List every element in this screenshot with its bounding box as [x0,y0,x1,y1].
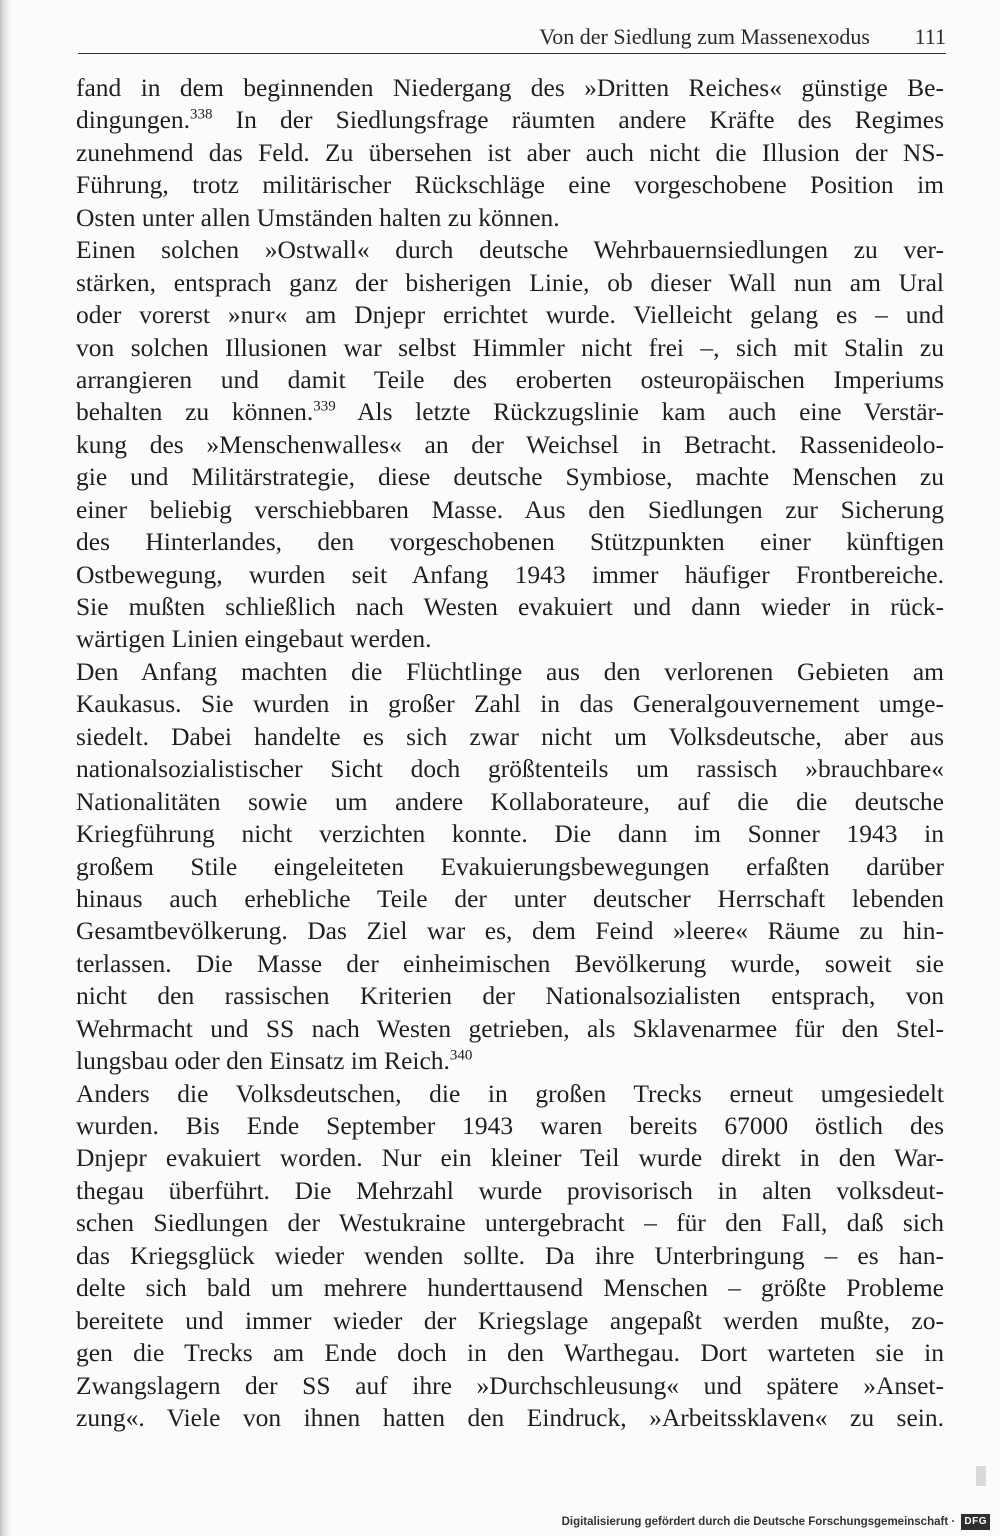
text-line [76,1078,944,1110]
text-line [76,623,944,655]
line-text: Gesamtbevölkerung. Das Ziel war es, dem Feind »leere« Räume zu hin- [76,916,944,946]
text-line [76,1305,944,1337]
line-text: wärtigen Linien eingebaut werden. [76,624,432,654]
text-line [76,1013,944,1045]
line-text: schen Siedlungen der Westukraine untergebracht – für den Fall, daß sich [76,1208,944,1238]
text-line [76,1272,944,1304]
text-line [76,948,944,980]
line-text: gen die Trecks am Ende doch in den Warthegau. Dort warteten sie in [76,1338,944,1368]
text-line [76,688,944,720]
footer-credit: Digitalisierung gefördert durch die Deutsche Forschungsgemeinschaft · [561,1516,956,1528]
text-line [76,202,944,234]
text-line [76,299,944,331]
line-text: nationalsozialistischer Sicht doch größtenteils um rassisch »brauchbare« [76,754,944,784]
header-rule [78,53,946,54]
text-line [76,1045,944,1077]
text-line [76,72,944,104]
line-text: thegau überführt. Die Mehrzahl wurde provisorisch in alten volksdeut- [76,1175,944,1205]
text-line [76,721,944,753]
text-line [76,267,944,299]
text-line [76,169,944,201]
line-text: wurden. Bis Ende September 1943 waren bereits 67000 östlich des [76,1111,944,1140]
text-line [76,1337,944,1369]
line-text: Den Anfang machten die Flüchtlinge aus den verlorenen Gebieten am [76,656,944,686]
scan-margin-mark [976,1466,986,1486]
text-line [76,851,944,883]
line-text: Nationalitäten sowie um andere Kollaborateure, auf die die deutsche [76,786,944,816]
text-line [76,234,944,266]
line-text: Anders die Volksdeutschen, die in großen Trecks erneut umgesiedelt [76,1078,944,1108]
line-text: Einen solchen »Ostwall« durch deutsche Wehrbauernsiedlungen zu ver- [76,235,944,265]
line-text: gie und Militärstrategie, diese deutsche Symbiose, machte Menschen zu [76,462,944,492]
line-text: das Kriegsglück wieder wenden sollte. Da ihre Unterbringung – es han- [76,1240,944,1270]
text-line [76,332,944,364]
text-line [76,429,944,461]
text-line [76,1175,944,1207]
footnote-marker: 338 [190,106,213,123]
text-line [76,494,944,526]
text-line [76,915,944,947]
line-text: dingungen. [76,105,191,135]
text-line [76,137,944,169]
text-line [76,818,944,850]
line-text: oder vorerst »nur« am Dnjepr errichtet wurde. Vielleicht gelang es – und [76,300,944,330]
line-text: fand in dem beginnenden Niedergang des »Dritten Reiches« günstige Be- [76,73,944,102]
line-text: kung des »Menschenwalles« an der Weichsel in Betracht. Rassenideolo- [76,429,944,459]
line-text: großem Stile eingeleiteten Evakuierungsbewegungen erfaßten darüber [76,851,944,881]
text-line [76,104,944,136]
page-number: 111 [914,24,946,49]
footnote-marker: 339 [313,398,336,415]
body-text [76,72,944,1434]
line-text: Kaukasus. Sie wurden in großer Zahl in das Generalgouvernement umge- [76,689,944,719]
line-text: Ostbewegung, wurden seit Anfang 1943 immer häufiger Frontbereiche. [76,559,944,589]
text-line [76,1142,944,1174]
text-line [76,980,944,1012]
line-text: Osten unter allen Umständen halten zu können. [76,202,560,232]
line-text: zunehmend das Feld. Zu übersehen ist aber auch nicht die Illusion der NS- [76,137,944,167]
text-line [76,1207,944,1239]
page-gutter-shadow [0,0,12,1536]
line-text: stärken, entsprach ganz der bisherigen Linie, ob dieser Wall nun am Ural [76,267,944,297]
line-text: Dnjepr evakuiert worden. Nur ein kleiner Teil wurde direkt in den War- [76,1143,944,1173]
line-text: delte sich bald um mehrere hunderttausend Menschen – größte Probleme [76,1273,944,1303]
running-title: Von der Siedlung zum Massenexodus [539,24,870,49]
line-text: Führung, trotz militärischer Rückschläge eine vorgeschobene Position im [76,170,944,200]
text-line [76,396,944,428]
line-text: einer beliebig verschiebbaren Masse. Aus den Siedlungen zur Sicherung [76,494,944,524]
line-text: Kriegführung nicht verzichten konnte. Die dann im Sonner 1943 in [76,819,944,849]
line-text: terlassen. Die Masse der einheimischen Bevölkerung wurde, soweit sie [76,948,944,978]
text-line [76,1110,944,1142]
line-text: behalten zu können. [76,397,314,427]
line-text: arrangieren und damit Teile des eroberten osteuropäischen Imperiums [76,364,944,394]
line-text-continued: Als letzte Rückzugslinie kam auch eine Verstär- [335,397,944,427]
text-line [76,1370,944,1402]
footnote-marker: 340 [449,1047,473,1064]
line-text: nicht den rassischen Kriterien der Nationalsozialisten entsprach, von [76,981,944,1011]
text-line [76,1402,944,1434]
text-line [76,786,944,818]
line-text: lungsbau oder den Einsatz im Reich. [76,1046,450,1076]
line-text: des Hinterlandes, den vorgeschobenen Stützpunkten einer künftigen [76,527,944,557]
text-line [76,526,944,558]
line-text: Sie mußten schließlich nach Westen evakuiert und dann wieder in rück- [76,592,944,621]
text-line [76,461,944,493]
text-line [76,1240,944,1272]
line-text: Wehrmacht und SS nach Westen getrieben, als Sklavenarmee für den Stel- [76,1013,944,1043]
line-text: hinaus auch erhebliche Teile der unter deutscher Herrschaft lebenden [76,883,944,913]
line-text: zung«. Viele von ihnen hatten den Eindruck, »Arbeitssklaven« zu sein. [76,1402,944,1432]
text-line [76,656,944,688]
text-line [76,559,944,591]
text-line [76,591,944,623]
running-header [78,22,946,52]
line-text-continued: In der Siedlungsfrage räumten andere Kräfte des Regimes [212,105,944,135]
text-line [76,883,944,915]
line-text: bereitete und immer wieder der Kriegslage angepaßt werden mußte, zo- [76,1305,944,1335]
line-text: von solchen Illusionen war selbst Himmler nicht frei –, sich mit Stalin zu [76,332,944,362]
line-text: siedelt. Dabei handelte es sich zwar nicht um Volksdeutsche, aber aus [76,721,944,751]
text-line [76,364,944,396]
digitization-footer [562,1512,990,1532]
dfg-logo: DFG [961,1514,990,1530]
line-text: Zwangslagern der SS auf ihre »Durchschleusung« und spätere »Anset- [76,1370,944,1400]
text-line [76,753,944,785]
